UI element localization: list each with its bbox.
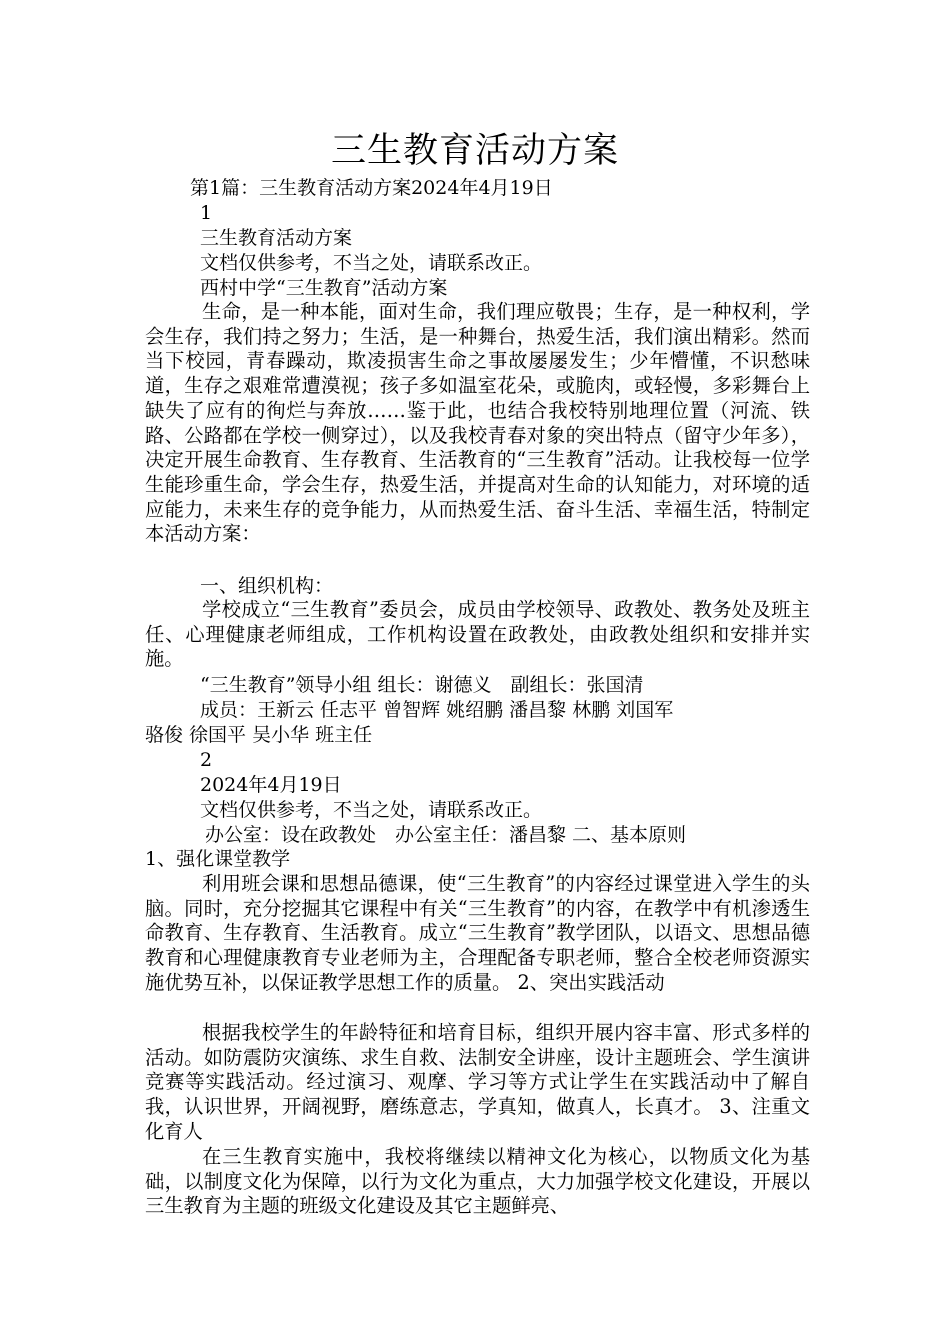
members-line: 成员：王新云 任志平 曾智辉 姚绍鹏 潘昌黎 林鹏 刘国军 <box>200 699 674 721</box>
classroom-teaching-paragraph: 利用班会课和思想品德课，使“三生教育”的内容经过课堂进入学生的头脑。同时，充分挖掘其它课程中有关“三生教育”的内容，在教学中有机渗透生命教育、生存教育、生活教育。成立“三生教育”教学团队，以语文、思想品德教育和心理健康教育专业老师为主，合理配备专职老师，整合全校老师资源实施优势互补，以保证教学思想工作的质量。 2、突出实践活动 <box>145 872 810 994</box>
doc-subtitle: 三生教育活动方案 <box>200 227 353 249</box>
members-line-2: 骆俊 徐国平 吴小华 班主任 <box>145 724 373 746</box>
plan-heading: 西村中学“三生教育”活动方案 <box>200 277 448 299</box>
practice-activity-paragraph: 根据我校学生的年龄特征和培育目标，组织开展内容丰富、形式多样的活动。如防震防灾演练、求生自救、法制安全讲座，设计主题班会、学生演讲竞赛等实践活动。经过演习、观摩、学习等方式让学生在实践活动中了解自我，认识世界，开阔视野，磨练意志，学真知，做真人，长真才。 3、注重文化育人 <box>145 1021 810 1143</box>
section-heading-organization: 一、组织机构： <box>200 575 334 597</box>
document-title: 三生教育活动方案 <box>330 131 619 171</box>
culture-paragraph: 在三生教育实施中，我校将继续以精神文化为核心，以物质文化为基础，以制度文化为保障，以行为文化为重点，大力加强学校文化建设，开展以三生教育为主题的班级文化建设及其它主题鲜亮、 <box>145 1145 810 1218</box>
page-date: 2024年4月19日 <box>200 774 342 796</box>
principle-1-heading: 1、强化课堂教学 <box>145 848 291 870</box>
page-number-2: 2 <box>200 749 213 771</box>
reference-notice: 文档仅供参考，不当之处，请联系改正。 <box>200 252 543 274</box>
chapter-heading: 第1篇：三生教育活动方案2024年4月19日 <box>190 177 553 199</box>
intro-paragraph: 生命，是一种本能，面对生命，我们理应敬畏；生存，是一种权利，学会生存，我们持之努力；生活，是一种舞台，热爱生活，我们演出精彩。然而当下校园，青春躁动，欺凌损害生命之事故屡屡发生；少年懵懂，不识愁味道，生存之艰难常遭漠视；孩子多如温室花朵，或脆肉，或轻慢，多彩舞台上缺失了应有的徇烂与奔放……鉴于此，也结合我校特别地理位置（河流、铁路、公路都在学校一侧穿过），以及我校青春对象的突出特点（留守少年多），决定开展生命教育、生存教育、生活教育的“三生教育”活动。让我校每一位学生能珍重生命，学会生存，热爱生活，并提高对生命的认知能力，对环境的适应能力，未来生存的竞争能力，从而热爱生活、奋斗生活、幸福生活，特制定本活动方案： <box>145 300 810 546</box>
organization-paragraph: 学校成立“三生教育”委员会，成员由学校领导、政教处、教务处及班主任、心理健康老师组成，工作机构设置在政教处，由政教处组织和安排并实施。 <box>145 598 810 671</box>
office-line: 办公室：设在政教处 办公室主任：潘昌黎 二、基本原则 <box>205 824 687 846</box>
reference-notice-2: 文档仅供参考，不当之处，请联系改正。 <box>200 799 543 821</box>
page-number-1: 1 <box>200 202 213 224</box>
leader-group-line: “三生教育”领导小组 组长：谢德义 副组长：张国清 <box>200 674 644 696</box>
